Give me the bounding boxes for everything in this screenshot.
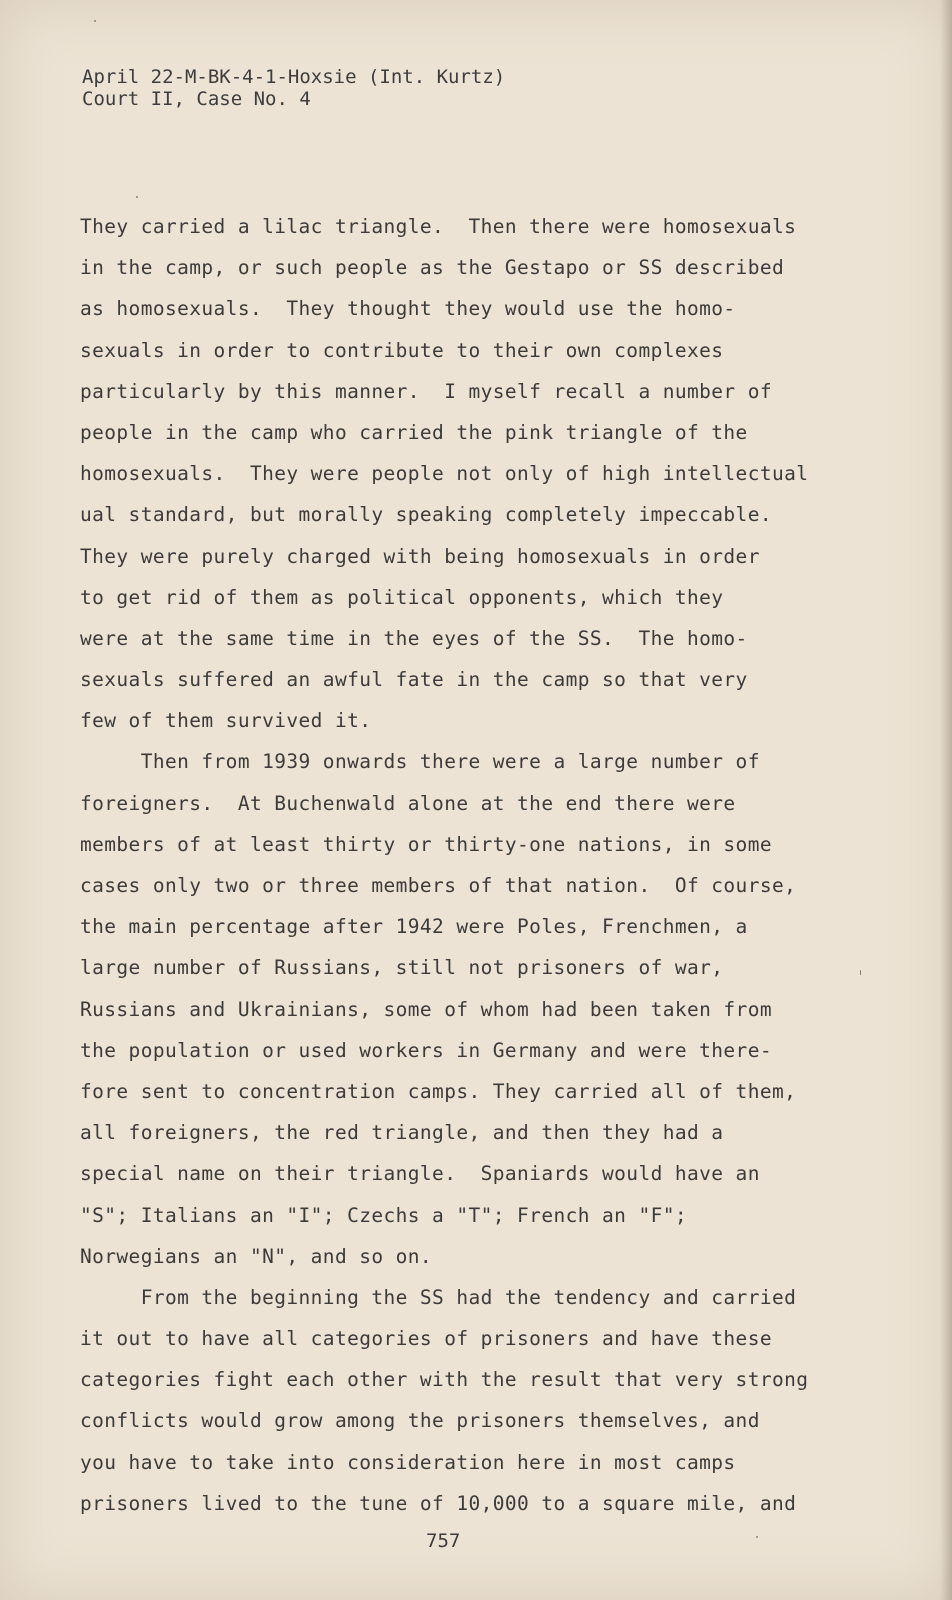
body-line: were at the same time in the eyes of the SS. The homo- — [80, 626, 748, 650]
body-line: large number of Russians, still not prisoners of war, — [80, 956, 724, 980]
body-line: Norwegians an "N", and so on. — [80, 1244, 433, 1268]
body-line: foreigners. At Buchenwald alone at the end there were — [80, 791, 736, 815]
body-line: From the beginning the SS had the tendency and carried — [80, 1285, 797, 1309]
body-line: "S"; Italians an "I"; Czechs a "T"; French an "F"; — [80, 1203, 687, 1227]
body-line: cases only two or three members of that nation. Of course, — [80, 874, 797, 897]
page-edge-shadow — [940, 0, 952, 1600]
body-line: prisoners lived to the tune of 10,000 to a square mile, and — [80, 1491, 797, 1515]
body-line: to get rid of them as political opponents, which they — [80, 585, 724, 609]
body-line: fore sent to concentration camps. They carried all of them, — [80, 1079, 797, 1103]
body-line: all foreigners, the red triangle, and then they had a — [80, 1121, 724, 1145]
paper-speck — [136, 196, 138, 198]
body-line: ual standard, but morally speaking completely impeccable. — [80, 503, 772, 527]
body-line: They carried a lilac triangle. Then there were homosexuals — [80, 215, 797, 238]
body-line: the main percentage after 1942 were Poles, Frenchmen, a — [80, 915, 748, 939]
document-header — [82, 66, 505, 110]
body-line: few of them survived it. — [80, 709, 372, 733]
body-line: in the camp, or such people as the Gestapo or SS described — [80, 256, 785, 280]
body-line: categories fight each other with the result that very strong — [80, 1368, 809, 1392]
body-line: Then from 1939 onwards there were a large number of — [80, 750, 760, 774]
body-line: you have to take into consideration here in most camps — [80, 1450, 736, 1474]
body-line: the population or used workers in Germany and were there- — [80, 1038, 772, 1062]
body-line: sexuals suffered an awful fate in the camp so that very — [80, 668, 748, 692]
paper-speck — [860, 970, 861, 975]
body-line: particularly by this manner. I myself recall a number of — [80, 379, 772, 403]
body-line: sexuals in order to contribute to their own complexes — [80, 338, 724, 362]
body-line: conflicts would grow among the prisoners themselves, and — [80, 1409, 760, 1433]
transcript-body — [80, 206, 840, 1524]
body-line: Russians and Ukrainians, some of whom had been taken from — [80, 997, 772, 1021]
body-line: it out to have all categories of prisoners and have these — [80, 1327, 772, 1351]
body-line: as homosexuals. They thought they would use the homo- — [80, 297, 736, 321]
body-line: members of at least thirty or thirty-one nations, in some — [80, 832, 772, 856]
page-number: 757 — [426, 1530, 461, 1552]
body-line: people in the camp who carried the pink triangle of the — [80, 420, 748, 444]
paper-speck — [94, 20, 96, 22]
header-line-2: Court II, Case No. 4 — [82, 88, 311, 110]
paper-speck — [756, 1536, 758, 1538]
body-line: They were purely charged with being homosexuals in order — [80, 544, 760, 568]
body-line: special name on their triangle. Spaniards would have an — [80, 1162, 760, 1186]
header-line-1: April 22-M-BK-4-1-Hoxsie (Int. Kurtz) — [82, 66, 506, 88]
body-line: homosexuals. They were people not only of high intellectual — [80, 462, 809, 486]
